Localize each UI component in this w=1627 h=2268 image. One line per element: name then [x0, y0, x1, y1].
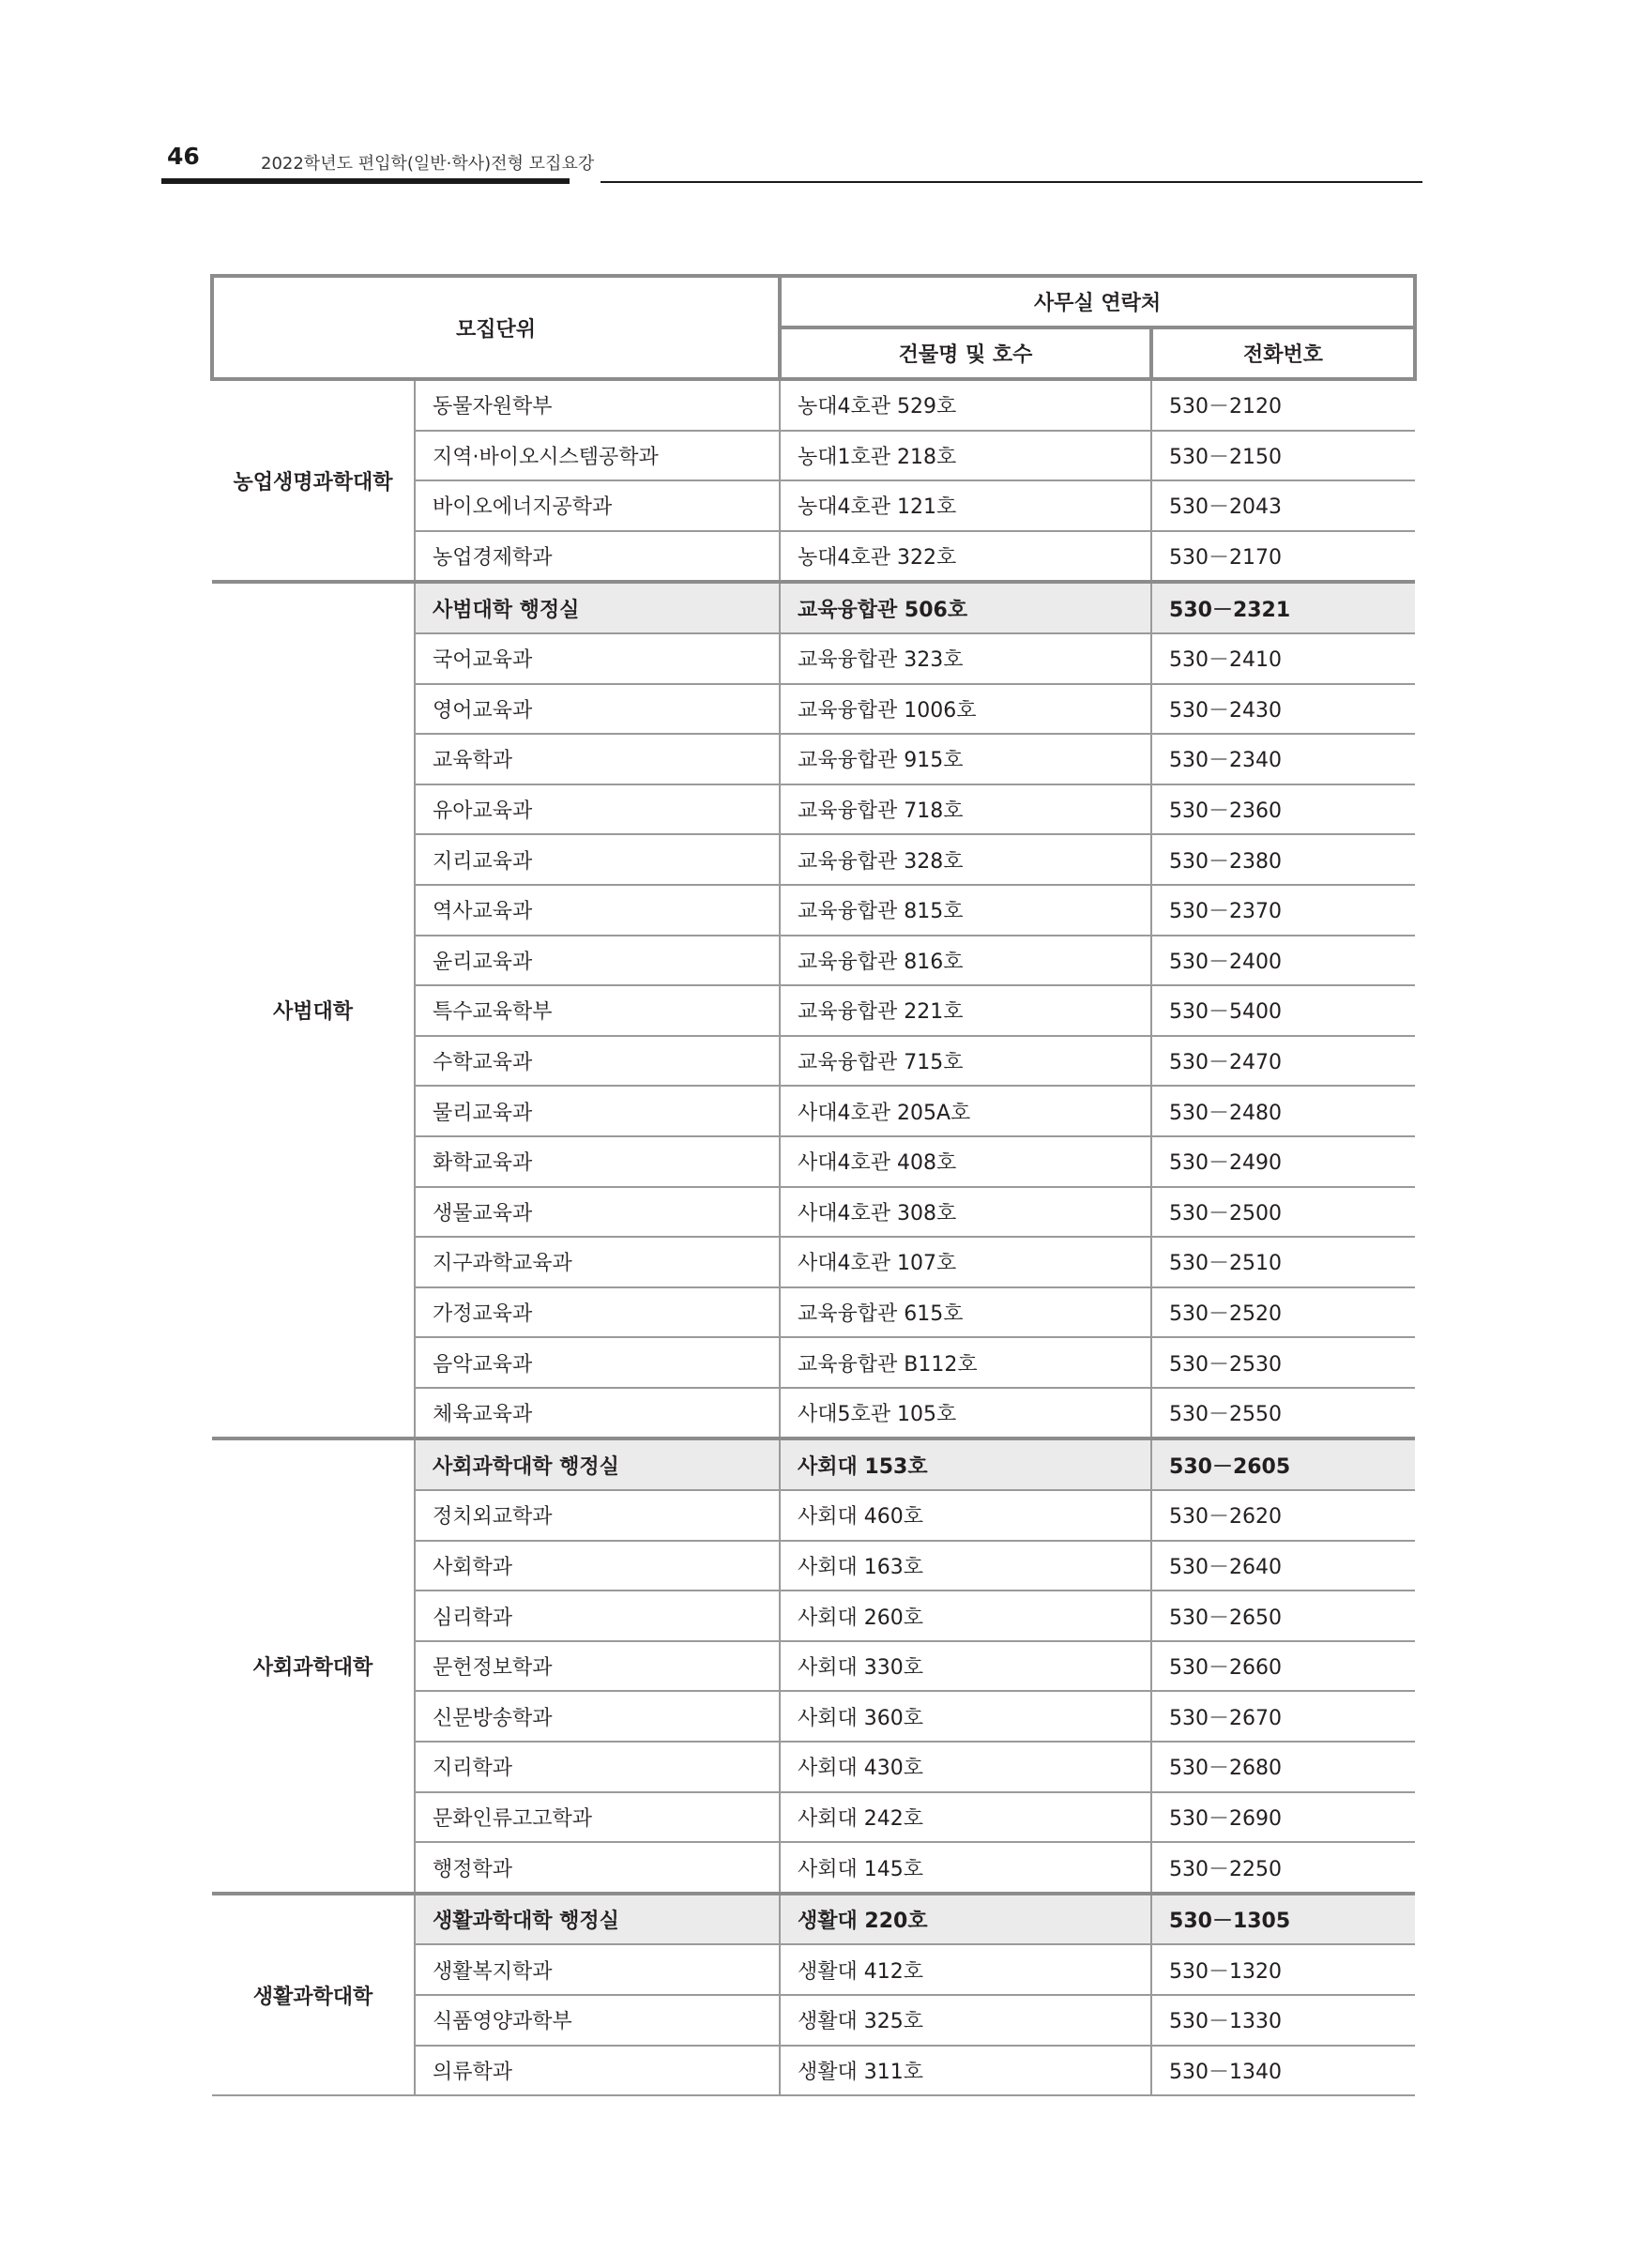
header-office-contact: 사무실 연락처: [780, 276, 1415, 327]
unit-name: 심리학과: [415, 1591, 780, 1641]
page-number: 46: [167, 143, 200, 170]
phone-number: 530－2510: [1151, 1237, 1415, 1287]
phone-number: 530－2340: [1151, 734, 1415, 784]
building-room: 생활대 325호: [780, 1995, 1151, 2046]
building-room: 농대4호관 322호: [780, 531, 1151, 583]
table-row: [212, 379, 1415, 431]
unit-name: 문헌정보학과: [415, 1641, 780, 1692]
building-room: 교육융합관 328호: [780, 834, 1151, 885]
phone-number: 530－2680: [1151, 1742, 1415, 1792]
phone-number: 530－2520: [1151, 1287, 1415, 1338]
unit-name: 영어교육과: [415, 684, 780, 735]
table-row: [212, 1894, 1415, 1945]
header-unit: 모집단위: [212, 276, 780, 379]
building-room: 사대4호관 308호: [780, 1187, 1151, 1238]
phone-number: 530－2360: [1151, 784, 1415, 835]
unit-name: 지구과학교육과: [415, 1237, 780, 1287]
building-room: 교육융합관 718호: [780, 784, 1151, 835]
building-room: 사대4호관 408호: [780, 1136, 1151, 1187]
building-room: 생활대 412호: [780, 1944, 1151, 1995]
building-room: 교육융합관 B112호: [780, 1337, 1151, 1388]
building-room: 사회대 153호: [780, 1438, 1151, 1490]
unit-name: 정치외교학과: [415, 1490, 780, 1541]
phone-number: 530－2370: [1151, 885, 1415, 936]
phone-number: 530－2120: [1151, 379, 1415, 431]
unit-name: 생활복지학과: [415, 1944, 780, 1995]
phone-number: 530－2490: [1151, 1136, 1415, 1187]
phone-number: 530－2670: [1151, 1691, 1415, 1742]
college-group: [212, 379, 1415, 582]
unit-name: 수학교육과: [415, 1036, 780, 1087]
phone-number: 530－2530: [1151, 1337, 1415, 1388]
college-name: 농업생명과학대학: [212, 379, 415, 582]
phone-number: 530－2605: [1151, 1438, 1415, 1490]
building-room: 사회대 460호: [780, 1490, 1151, 1541]
phone-number: 530－1330: [1151, 1995, 1415, 2046]
header-phone: 전화번호: [1151, 327, 1415, 379]
building-room: 사회대 145호: [780, 1842, 1151, 1894]
table-header: [212, 276, 1415, 379]
header-rule-thick: [161, 178, 570, 184]
phone-number: 530－2640: [1151, 1541, 1415, 1591]
unit-name: 의류학과: [415, 2046, 780, 2096]
table-row: [212, 1438, 1415, 1490]
unit-name: 사회과학대학 행정실: [415, 1438, 780, 1490]
phone-number: 530－1320: [1151, 1944, 1415, 1995]
building-room: 교육융합관 715호: [780, 1036, 1151, 1087]
phone-number: 530－1340: [1151, 2046, 1415, 2096]
phone-number: 530－2480: [1151, 1086, 1415, 1136]
phone-number: 530－2400: [1151, 936, 1415, 986]
phone-number: 530－2660: [1151, 1641, 1415, 1692]
building-room: 사대4호관 107호: [780, 1237, 1151, 1287]
building-room: 교육융합관 615호: [780, 1287, 1151, 1338]
unit-name: 음악교육과: [415, 1337, 780, 1388]
building-room: 농대4호관 529호: [780, 379, 1151, 431]
college-name: 사범대학: [212, 582, 415, 1438]
building-room: 교육융합관 1006호: [780, 684, 1151, 735]
phone-number: 530－2380: [1151, 834, 1415, 885]
building-room: 사회대 360호: [780, 1691, 1151, 1742]
college-group: [212, 1438, 1415, 1893]
phone-number: 530－2043: [1151, 480, 1415, 531]
unit-name: 바이오에너지공학과: [415, 480, 780, 531]
phone-number: 530－2430: [1151, 684, 1415, 735]
unit-name: 동물자원학부: [415, 379, 780, 431]
building-room: 사회대 430호: [780, 1742, 1151, 1792]
building-room: 농대4호관 121호: [780, 480, 1151, 531]
college-group: [212, 582, 1415, 1438]
unit-name: 신문방송학과: [415, 1691, 780, 1742]
unit-name: 사회학과: [415, 1541, 780, 1591]
building-room: 교육융합관 323호: [780, 633, 1151, 684]
building-room: 사회대 163호: [780, 1541, 1151, 1591]
phone-number: 530－2170: [1151, 531, 1415, 583]
phone-number: 530－2150: [1151, 431, 1415, 481]
unit-name: 윤리교육과: [415, 936, 780, 986]
unit-name: 국어교육과: [415, 633, 780, 684]
building-room: 사회대 260호: [780, 1591, 1151, 1641]
building-room: 교육융합관 816호: [780, 936, 1151, 986]
unit-name: 식품영양과학부: [415, 1995, 780, 2046]
college-name: 사회과학대학: [212, 1438, 415, 1893]
phone-number: 530－1305: [1151, 1894, 1415, 1945]
unit-name: 화학교육과: [415, 1136, 780, 1187]
building-room: 교육융합관 915호: [780, 734, 1151, 784]
building-room: 생활대 220호: [780, 1894, 1151, 1945]
unit-name: 행정학과: [415, 1842, 780, 1894]
building-room: 사대5호관 105호: [780, 1388, 1151, 1439]
header-building: 건물명 및 호수: [780, 327, 1151, 379]
building-room: 교육융합관 506호: [780, 582, 1151, 633]
unit-name: 생물교육과: [415, 1187, 780, 1238]
phone-number: 530－2470: [1151, 1036, 1415, 1087]
table-row: [212, 582, 1415, 633]
phone-number: 530－2690: [1151, 1792, 1415, 1843]
unit-name: 지역·바이오시스템공학과: [415, 431, 780, 481]
phone-number: 530－2500: [1151, 1187, 1415, 1238]
unit-name: 농업경제학과: [415, 531, 780, 583]
unit-name: 물리교육과: [415, 1086, 780, 1136]
header-rule-thin: [601, 181, 1422, 183]
unit-name: 사범대학 행정실: [415, 582, 780, 633]
phone-number: 530－2550: [1151, 1388, 1415, 1439]
phone-number: 530－2250: [1151, 1842, 1415, 1894]
unit-name: 가정교육과: [415, 1287, 780, 1338]
unit-name: 지리학과: [415, 1742, 780, 1792]
unit-name: 지리교육과: [415, 834, 780, 885]
document-title: 2022학년도 편입학(일반·학사)전형 모집요강: [261, 154, 595, 174]
building-room: 농대1호관 218호: [780, 431, 1151, 481]
unit-name: 체육교육과: [415, 1388, 780, 1439]
phone-number: 530－2321: [1151, 582, 1415, 633]
building-room: 사대4호관 205A호: [780, 1086, 1151, 1136]
unit-name: 문화인류고고학과: [415, 1792, 780, 1843]
phone-number: 530－2410: [1151, 633, 1415, 684]
unit-name: 특수교육학부: [415, 985, 780, 1036]
phone-number: 530－2650: [1151, 1591, 1415, 1641]
building-room: 사회대 330호: [780, 1641, 1151, 1692]
phone-number: 530－2620: [1151, 1490, 1415, 1541]
phone-number: 530－5400: [1151, 985, 1415, 1036]
building-room: 생활대 311호: [780, 2046, 1151, 2096]
college-group: [212, 1894, 1415, 2095]
college-name: 생활과학대학: [212, 1894, 415, 2095]
building-room: 사회대 242호: [780, 1792, 1151, 1843]
unit-name: 생활과학대학 행정실: [415, 1894, 780, 1945]
unit-name: 교육학과: [415, 734, 780, 784]
unit-name: 역사교육과: [415, 885, 780, 936]
unit-name: 유아교육과: [415, 784, 780, 835]
office-contacts-table: [210, 274, 1417, 2096]
building-room: 교육융합관 815호: [780, 885, 1151, 936]
building-room: 교육융합관 221호: [780, 985, 1151, 1036]
